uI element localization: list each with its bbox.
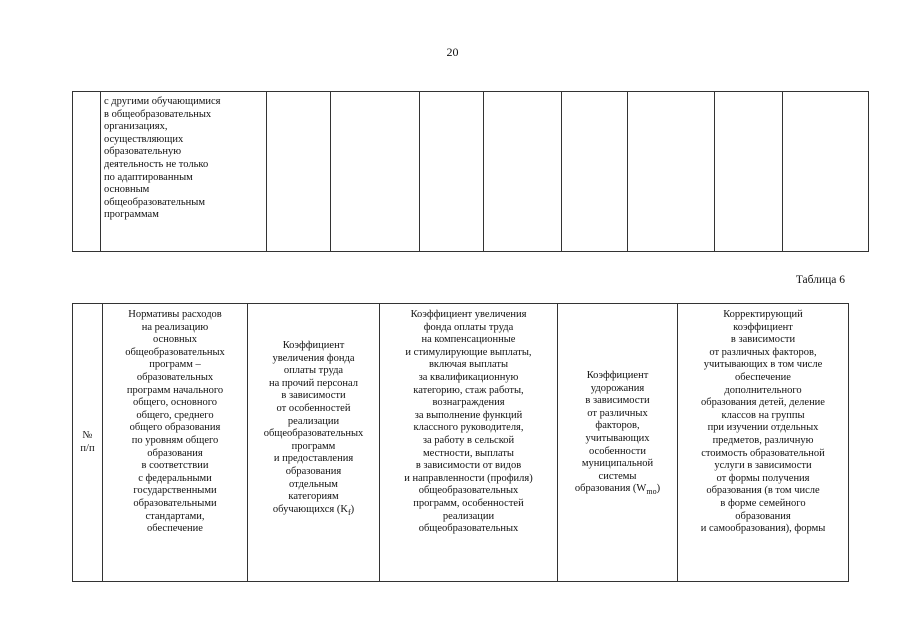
- header-text: Коэффициент увеличения фонда оплаты труда на прочий персонал в зависимости от особенностей реализации общеобразовательных программ и предоставления образования отдельным категориям обучающихся (K: [263, 340, 364, 515]
- table-row: [73, 92, 869, 252]
- table-cell: [331, 92, 420, 252]
- header-payroll-coefficient: Коэффициент увеличения фонда оплаты труда на компенсационные и стимулирующие выплаты, включая выплаты за квалификационную категорию, стаж работы, вознаграждения за выполнение функций классного руководителя, за работу в сельской местности, выплаты в зависимости от видов и направленности (профиля) общеобразовательных программ, особенностей реализации общеобразовательных: [380, 304, 558, 582]
- header-expense-norms: Нормативы расходов на реализацию основных общеобразовательных программ – образовательных программ начального общего, основного общего, среднего общего образования по уровням общего образования в соответствии с федеральными государственными образовательными стандартами, обеспечение: [103, 304, 248, 582]
- header-other-staff-coefficient: [248, 304, 380, 582]
- table-cell: [73, 92, 101, 252]
- header-text: Коэффициент удорожания в зависимости от различных факторов, учитывающих особенности муниципальной системы образования (W: [574, 370, 654, 495]
- row-description: с другими обучающимися в общеобразовательных организациях, осуществляющих образовательную деятельность не только по адаптированным основным общеобразовательным программам: [101, 92, 267, 252]
- header-appreciation-coefficient: [558, 304, 678, 582]
- table-cell: [420, 92, 484, 252]
- table-header-row: [73, 304, 849, 582]
- table-cell: [267, 92, 331, 252]
- table-cell: [484, 92, 562, 252]
- header-text-end: ): [350, 503, 355, 515]
- continued-table: [72, 91, 869, 252]
- header-number: № п/п: [73, 304, 103, 582]
- table-6: [72, 303, 849, 582]
- table-cell: [562, 92, 628, 252]
- table-cell: [783, 92, 869, 252]
- header-text-end: ): [656, 483, 661, 495]
- table-caption: Таблица 6: [795, 274, 845, 286]
- subscript: f: [347, 507, 351, 517]
- header-correction-coefficient: Корректирующий коэффициент в зависимости от различных факторов, учитывающих в том числе обеспечение дополнительного образования детей, деление классов на группы при изучении отдельных предметов, различную стоимость образовательной услуги в зависимости от формы получения образования (в том числе в форме семейного образования и самообразования), формы: [678, 304, 849, 582]
- table-cell: [715, 92, 783, 252]
- subscript: mo: [646, 487, 657, 497]
- table-cell: [628, 92, 715, 252]
- page-number: 20: [446, 45, 459, 59]
